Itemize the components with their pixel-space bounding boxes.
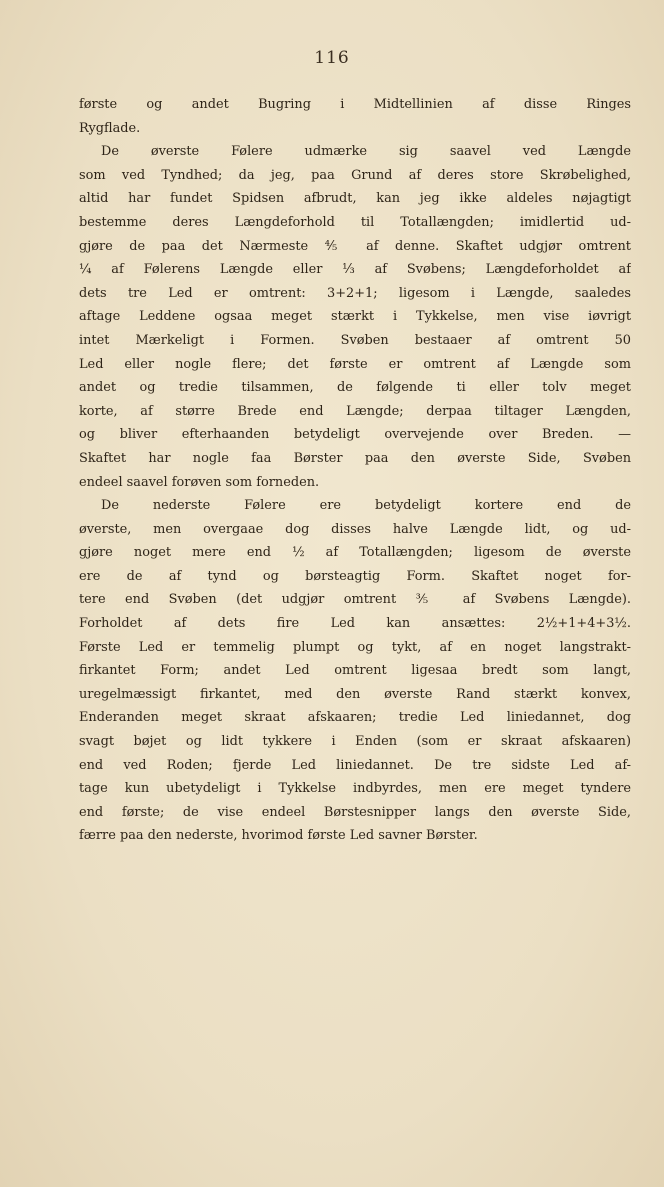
- text-line: første og andet Bugring i Midtellinien af disse Ringes: [79, 97, 631, 112]
- body-text: [79, 93, 631, 848]
- text-line: ere de af tynd og børsteagtig Form. Skaftet noget for-: [79, 568, 631, 584]
- text-line: svagt bøjet og lidt tykkere i Enden (som er skraat afskaaren): [79, 734, 631, 750]
- text-line: som ved Tyndhed; da jeg, paa Grund af deres store Skrøbelighed,: [79, 167, 631, 183]
- text-line: end ved Roden; fjerde Led liniedannet. De tre sidste Led af-: [79, 757, 631, 773]
- text-line: intet Mærkeligt i Formen. Svøben bestaaer af omtrent 50: [79, 332, 631, 348]
- text-line: Rygflade.: [79, 120, 141, 136]
- text-line: De øverste Følere udmærke sig saavel ved Længde: [101, 144, 631, 160]
- text-line: ¼ af Følerens Længde eller ⅓ af Svøbens; Længdeforholdet af: [79, 262, 631, 278]
- text-line: altid har fundet Spidsen afbrudt, kan jeg ikke aldeles nøjagtigt: [79, 191, 631, 207]
- text-line: færre paa den nederste, hvorimod første Led savner Børster.: [79, 828, 478, 844]
- text-line: end første; de vise endeel Børstesnipper langs den øverste Side,: [79, 804, 631, 820]
- text-line: Enderanden meget skraat afskaaren; tredie Led liniedannet, dog: [79, 710, 631, 726]
- text-line: De nederste Følere ere betydeligt kortere end de: [101, 498, 631, 514]
- text-line: uregelmæssigt firkantet, med den øverste Rand stærkt konvex,: [79, 686, 631, 702]
- text-line: tere end Svøben (det udgjør omtrent ⅗ af Svøbens Længde).: [79, 592, 631, 608]
- text-line: Første Led er temmelig plumpt og tykt, af en noget langstrakt-: [79, 639, 631, 655]
- text-line: øverste, men overgaae dog disses halve Længde lidt, og ud-: [79, 521, 631, 537]
- text-line: andet og tredie tilsammen, de følgende ti eller tolv meget: [79, 380, 631, 396]
- text-line: gjøre noget mere end ½ af Totallængden; ligesom de øverste: [79, 545, 631, 561]
- text-line: og bliver efterhaanden betydeligt overvejende over Breden. —: [79, 427, 631, 443]
- text-line: Led eller nogle flere; det første er omtrent af Længde som: [79, 356, 631, 372]
- text-line: Forholdet af dets fire Led kan ansættes: 2½+1+4+3½.: [79, 616, 631, 632]
- text-line: bestemme deres Længdeforhold til Totallængden; imidlertid ud-: [79, 214, 631, 230]
- text-line: dets tre Led er omtrent: 3+2+1; ligesom i Længde, saaledes: [79, 285, 631, 301]
- text-line: aftage Leddene ogsaa meget stærkt i Tykkelse, men vise iøvrigt: [79, 309, 631, 325]
- page-number: 116: [314, 48, 350, 68]
- text-line: firkantet Form; andet Led omtrent ligesaa bredt som langt,: [79, 663, 631, 679]
- text-line: tage kun ubetydeligt i Tykkelse indbyrdes, men ere meget tyndere: [79, 781, 631, 797]
- text-line: gjøre de paa det Nærmeste ⅘ af denne. Skaftet udgjør omtrent: [79, 238, 631, 254]
- text-line: endeel saavel forøven som forneden.: [79, 474, 320, 490]
- text-line: Skaftet har nogle faa Børster paa den øverste Side, Svøben: [79, 450, 631, 466]
- text-line: korte, af større Brede end Længde; derpaa tiltager Længden,: [79, 403, 631, 419]
